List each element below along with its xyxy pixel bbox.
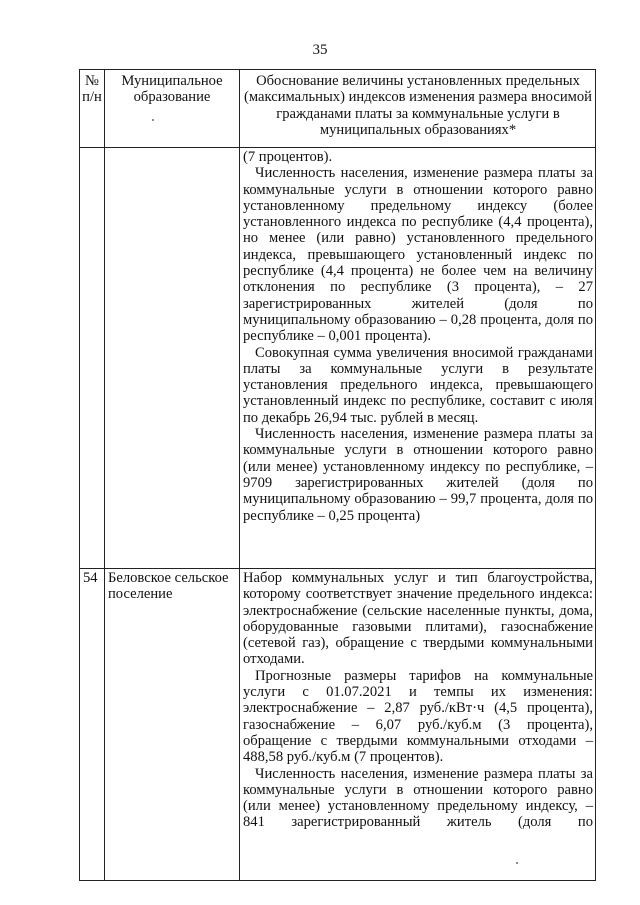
row-divider — [80, 568, 595, 569]
column-divider — [239, 70, 240, 880]
header-number: № п/н — [82, 73, 102, 106]
paragraph: Численность населения, изменение размера платы за коммунальные услуги в отношении которого равно (или менее) установленному индексу по республике, – 9709 зарегистрированных жителей (доля по муниципальному образованию – 99,7 процента, доля по республике – 0,25 процента) — [243, 426, 593, 524]
tariff-index-table — [79, 69, 596, 881]
paragraph: (7 процентов). — [243, 149, 333, 165]
paragraph: Совокупная сумма увеличения вносимой гражданами платы за коммунальные услуги в результате установления предельного индекса, превышающего установленный индекс по республике, составит с июля по декабрь 26,94 тыс. рублей в месяц. — [243, 344, 593, 426]
paragraph: Прогнозные размеры тарифов на коммунальные услуги с 01.07.2021 и темпы их изменения: электроснабжение – 2,87 руб./кВт·ч (4,5 процента), газоснабжение – 6,07 руб./куб.м (3 процента), обращение с твердыми коммунальными отходами – 488,58 руб./куб.м (7 процентов). — [243, 667, 593, 766]
header-justification: Обоснование величины установленных предельных (максимальных) индексов изменения размера вносимой гражданами платы за коммунальные услуги в муниципальных образованиях* — [244, 73, 592, 138]
page-number: 35 — [312, 42, 328, 58]
column-divider — [104, 70, 105, 880]
paragraph: Набор коммунальных услуг и тип благоустройства, которому соответствует значение предельного индекса: электроснабжение (сельские населенные пункты, дома, оборудованные газовыми плитами), газоснабжение (сетевой газ), обращение с твердыми коммунальными отходами. — [243, 570, 593, 668]
scan-speck — [516, 862, 518, 864]
paragraph: Численность населения, изменение размера платы за коммунальные услуги в отношении которого равно установленному предельному индексу (более установленного индекса по республике (4,4 процента), но менее (или равно) установленного предельного индекса, превышающего установленный индекс по республике (4,4 процента) не более чем на величину отклонения по республике (3 процента), – 27 зарегистрированных жителей (доля по муниципальному образованию – 0,28 процента, доля по республике – 0,001 процента). — [243, 165, 593, 345]
header-municipality: Муниципальное образование — [121, 73, 223, 106]
row-justification — [243, 570, 593, 831]
paragraph: Численность населения, изменение размера платы за коммунальные услуги в отношении которого равно (или менее) установленному предельному индексу, – 841 зарегистрированный житель (доля по — [243, 765, 593, 831]
scan-speck — [152, 119, 154, 121]
row-number: 54 — [83, 570, 98, 586]
row-municipality: Беловское сельское поселение — [108, 570, 229, 603]
header-row-divider — [80, 147, 595, 148]
continued-row-justification — [243, 149, 593, 524]
